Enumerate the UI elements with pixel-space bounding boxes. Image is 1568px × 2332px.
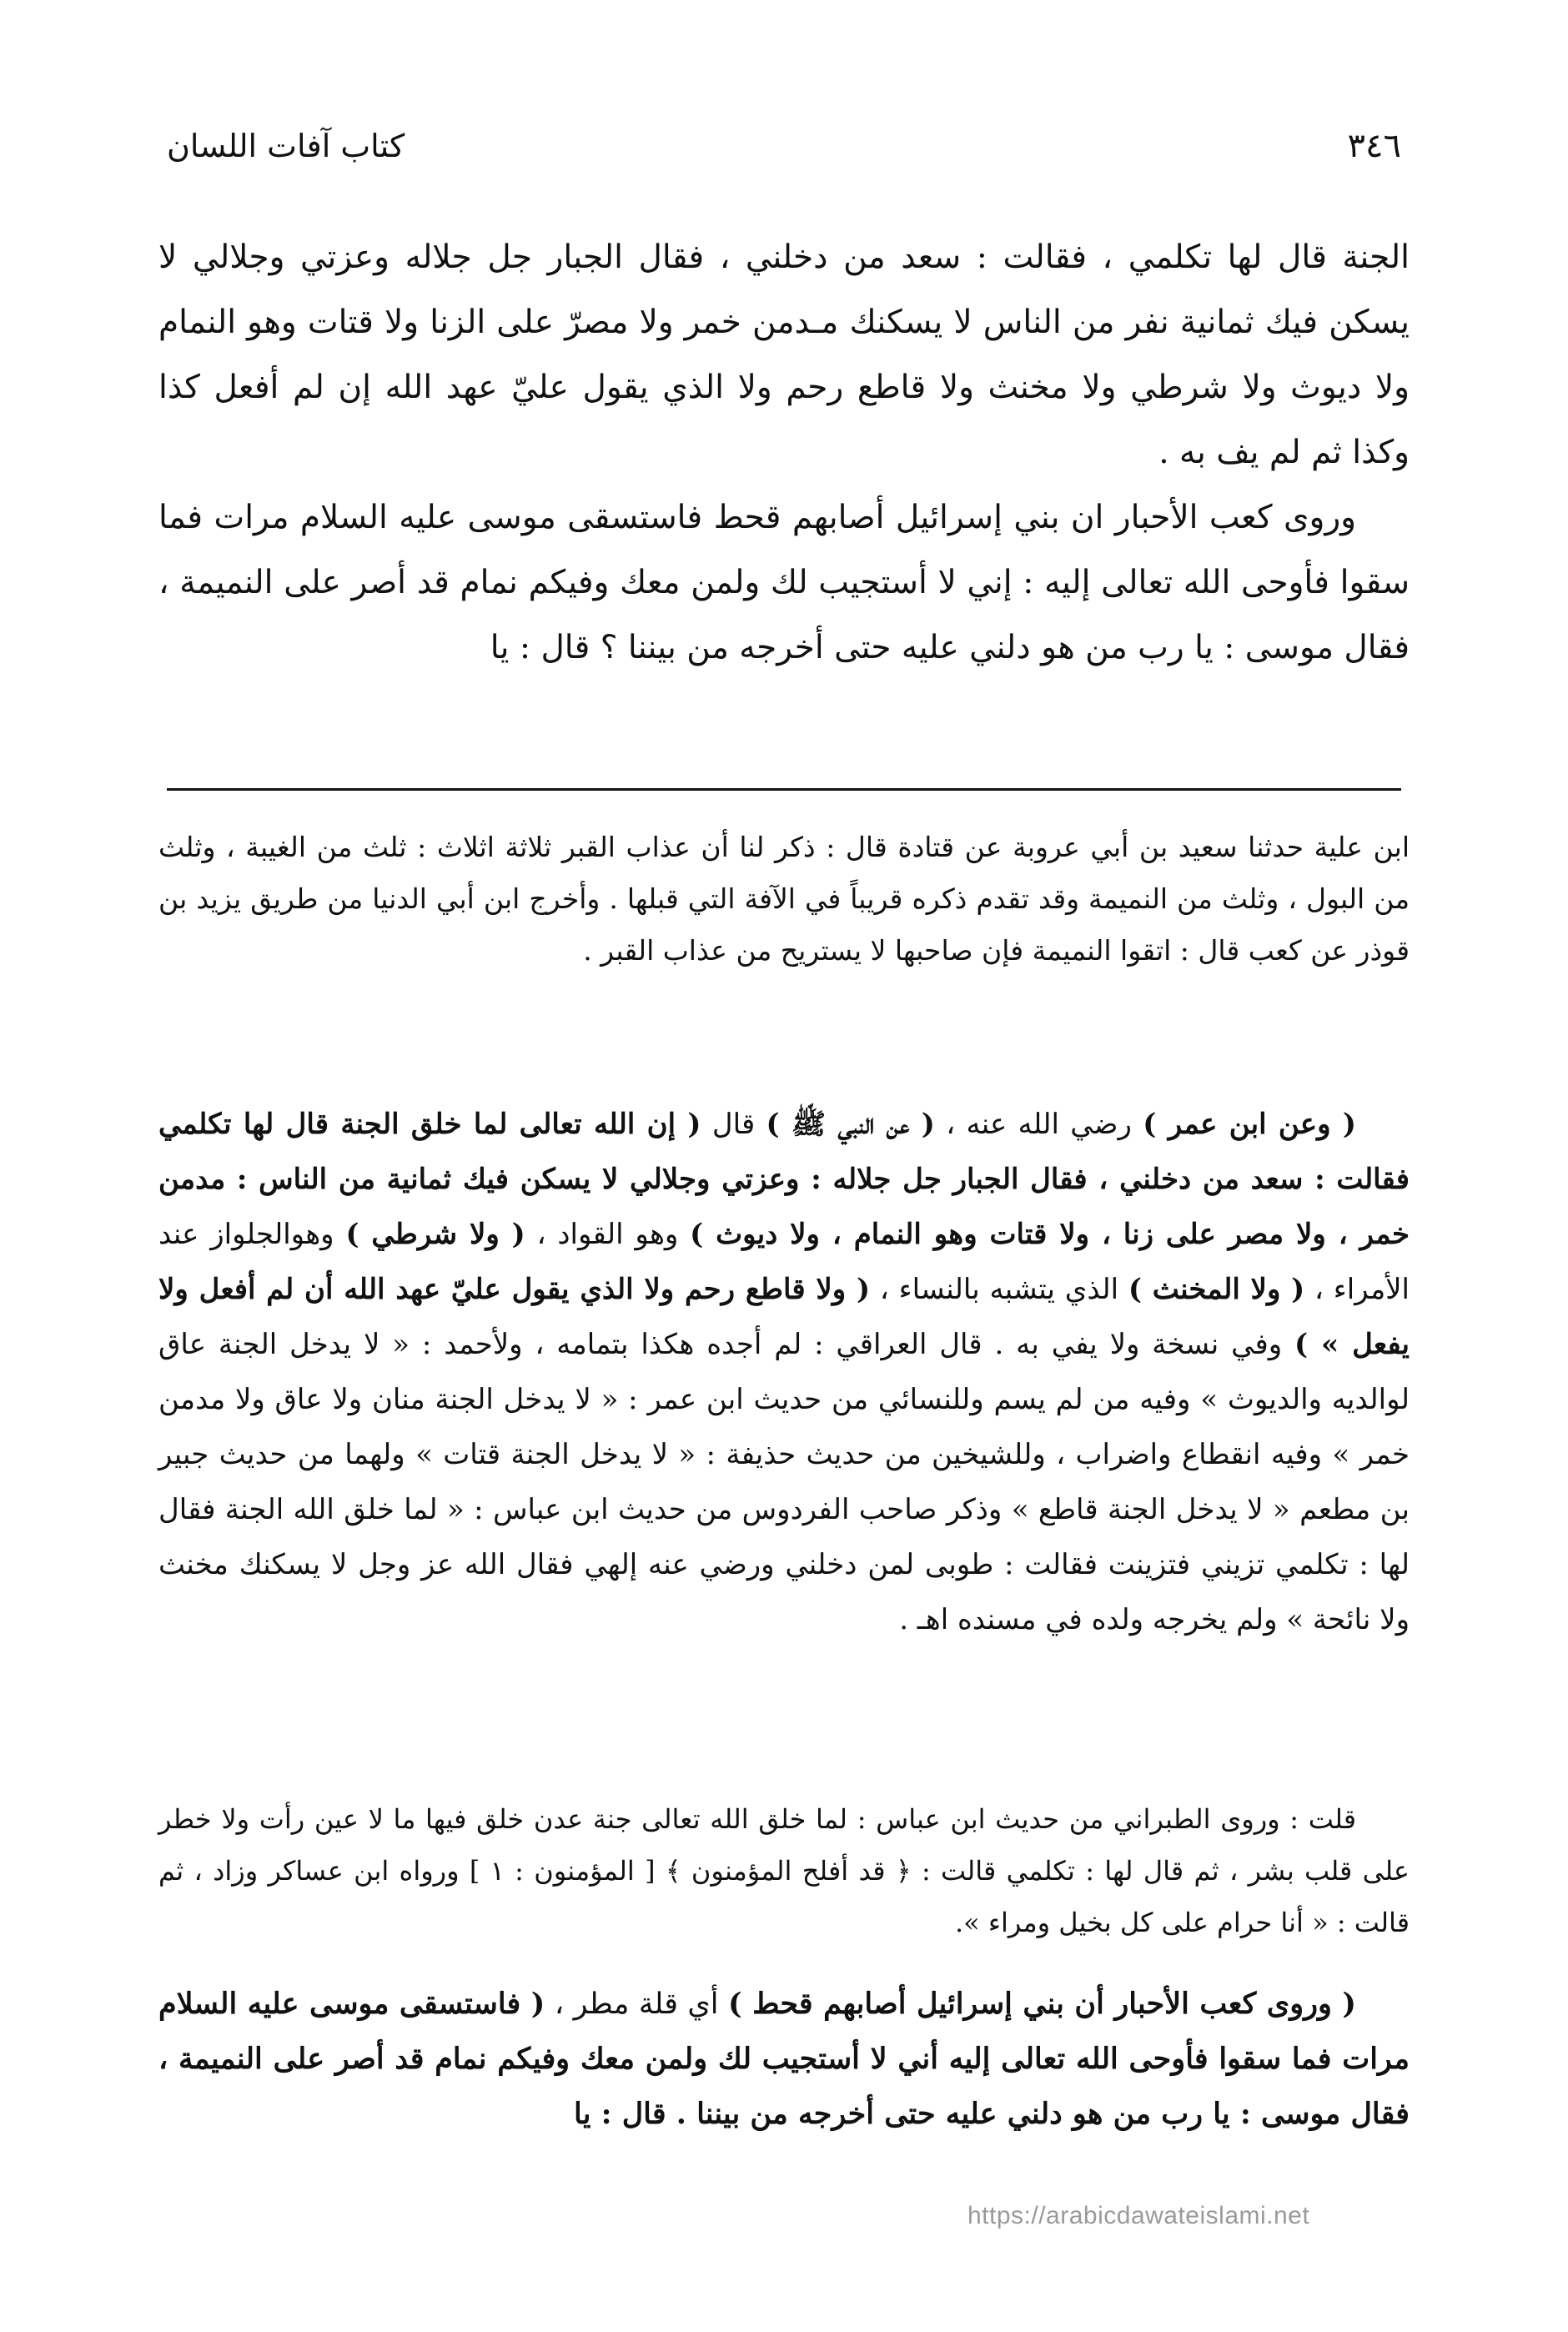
quoted-matn: ( وروى كعب الأحبار أن بني إسرائيل أصابهم قحط )	[728, 1987, 1356, 2021]
commentary-text: رضي الله عنه ،	[934, 1108, 1143, 1141]
commentary-paragraph: قلت : وروى الطبراني من حديث ابن عباس : لما خلق الله تعالى جنة عدن خلق فيها ما لا عين رأت ولا خطر على قلب بشر ، ثم قال لها : تكلمي قالت : ﴿ قد أفلح المؤمنون ﴾ [ المؤمنون : ١ ] ورواه ابن عساكر وزاد ، ثم قالت : « أنا حرام على كل بخيل ومراء ».	[158, 1803, 1410, 1938]
main-text	[158, 225, 1410, 681]
commentary-text: وهو القواد ،	[525, 1218, 691, 1251]
running-title: كتاب آفات اللسان	[167, 128, 405, 164]
main-paragraph-2: وروى كعب الأحبار ان بني إسرائيل أصابهم قحط فاستسقى موسى عليه السلام مرات فما سقوا فأوحى الله تعالى إليه : إني لا أستجيب لك ولمن معك وفيكم نمام قد أصر على النميمة ، فقال موسى : يا رب من هو دلني عليه حتى أخرجه من بيننا ؟ قال : يا	[158, 499, 1410, 666]
commentary-tabarani	[158, 1793, 1410, 1948]
quoted-matn: ( إن الله تعالى لما خلق الجنة قال لها تكلمي فقالت : سعد من دخلني ، فقال الجبار جل جلاله : وعزتي وجلالي لا يسكن فيك ثمانية من الناس : مدمن خمر ، ولا مصر على زنا ، ولا قتات وهو النمام ، ولا ديوث )	[158, 1108, 1410, 1251]
watermark-url: https://arabicdawateislami.net	[967, 2202, 1310, 2229]
commentary-text: وفي نسخة ولا يفي به . قال العراقي : لم أجده هكذا بتمامه ، ولأحمد : « لا يدخل الجنة عاق لوالديه والديوث » وفيه من لم يسم وللنسائي من حديث ابن عمر : « لا يدخل الجنة منان ولا عاق ولا مدمن خمر » وفيه انقطاع واضراب ، وللشيخين من حديث حذيفة : « لا يدخل الجنة قتات » ولهما من حديث جبير بن مطعم « لا يدخل الجنة قاطع » وذكر صاحب الفردوس من حديث ابن عباس : « لما خلق الله الجنة فقال لها : تكلمي تزيني فتزينت فقالت : طوبى لمن دخلني ورضي عنه إلهي فقال الله عز وجل لا يسكنك مخنث ولا نائحة » ولم يخرجه ولده في مسنده اهـ .	[158, 1328, 1410, 1636]
page-number: ٣٤٦	[1347, 127, 1401, 165]
footnote-text: ابن علية حدثنا سعيد بن أبي عروبة عن قتادة قال : ذكر لنا أن عذاب القبر ثلاثة اثلاث : ثلث من الغيبة ، وثلث من البول ، وثلث من النميمة وقد تقدم ذكره قريباً في الآفة التي قبلها . وأخرج ابن أبي الدنيا من طريق يزيد بن قوذر عن كعب قال : اتقوا النميمة فإن صاحبها لا يستريح من عذاب القبر .	[158, 831, 1410, 967]
commentary-paragraph	[158, 1097, 1410, 1647]
footnote-divider	[167, 788, 1401, 791]
commentary-text: وهوالجلواز عند الأمراء ،	[158, 1218, 1410, 1306]
commentary-text: قال	[701, 1108, 766, 1141]
quoted-matn: ( ولا المخنث )	[1128, 1273, 1305, 1306]
footnote	[158, 822, 1410, 977]
quoted-matn: ( ولا قاطع رحم ولا الذي يقول عليّ عهد الله أن لم أفعل ولا يفعل » )	[158, 1273, 1410, 1361]
quoted-matn: ( عن النبي ﷺ )	[766, 1108, 935, 1141]
commentary-text: الذي يتشبه بالنساء ،	[870, 1273, 1128, 1306]
commentary-paragraph	[158, 1977, 1410, 2142]
commentary-hadith-ibn-umar	[158, 1097, 1410, 1647]
quoted-matn: ( وعن ابن عمر )	[1143, 1108, 1356, 1141]
main-paragraph-1: الجنة قال لها تكلمي ، فقالت : سعد من دخلني ، فقال الجبار جل جلاله وعزتي وجلالي لا يسكن فيك ثمانية نفر من الناس لا يسكنك مـدمن خمر ولا مصرّ على الزنا ولا قتات وهو النمام ولا ديوث ولا شرطي ولا مخنث ولا قاطع رحم ولا الذي يقول عليّ عهد الله إن لم أفعل كذا وكذا ثم لم يف به .	[158, 239, 1410, 471]
commentary-kaab	[158, 1977, 1410, 2142]
quoted-matn: ( فاستسقى موسى عليه السلام مرات فما سقوا فأوحى الله تعالى إليه أني لا أستجيب لك ولمن معك وفيكم نمام قد أصر على النميمة ، فقال موسى : يا رب من هو دلني عليه حتى أخرجه من بيننا . قال : يا	[158, 1987, 1410, 2131]
page-header	[167, 117, 1401, 175]
quoted-matn: ( ولا شرطي )	[345, 1218, 525, 1251]
commentary-text: أي قلة مطر ،	[545, 1988, 728, 2021]
